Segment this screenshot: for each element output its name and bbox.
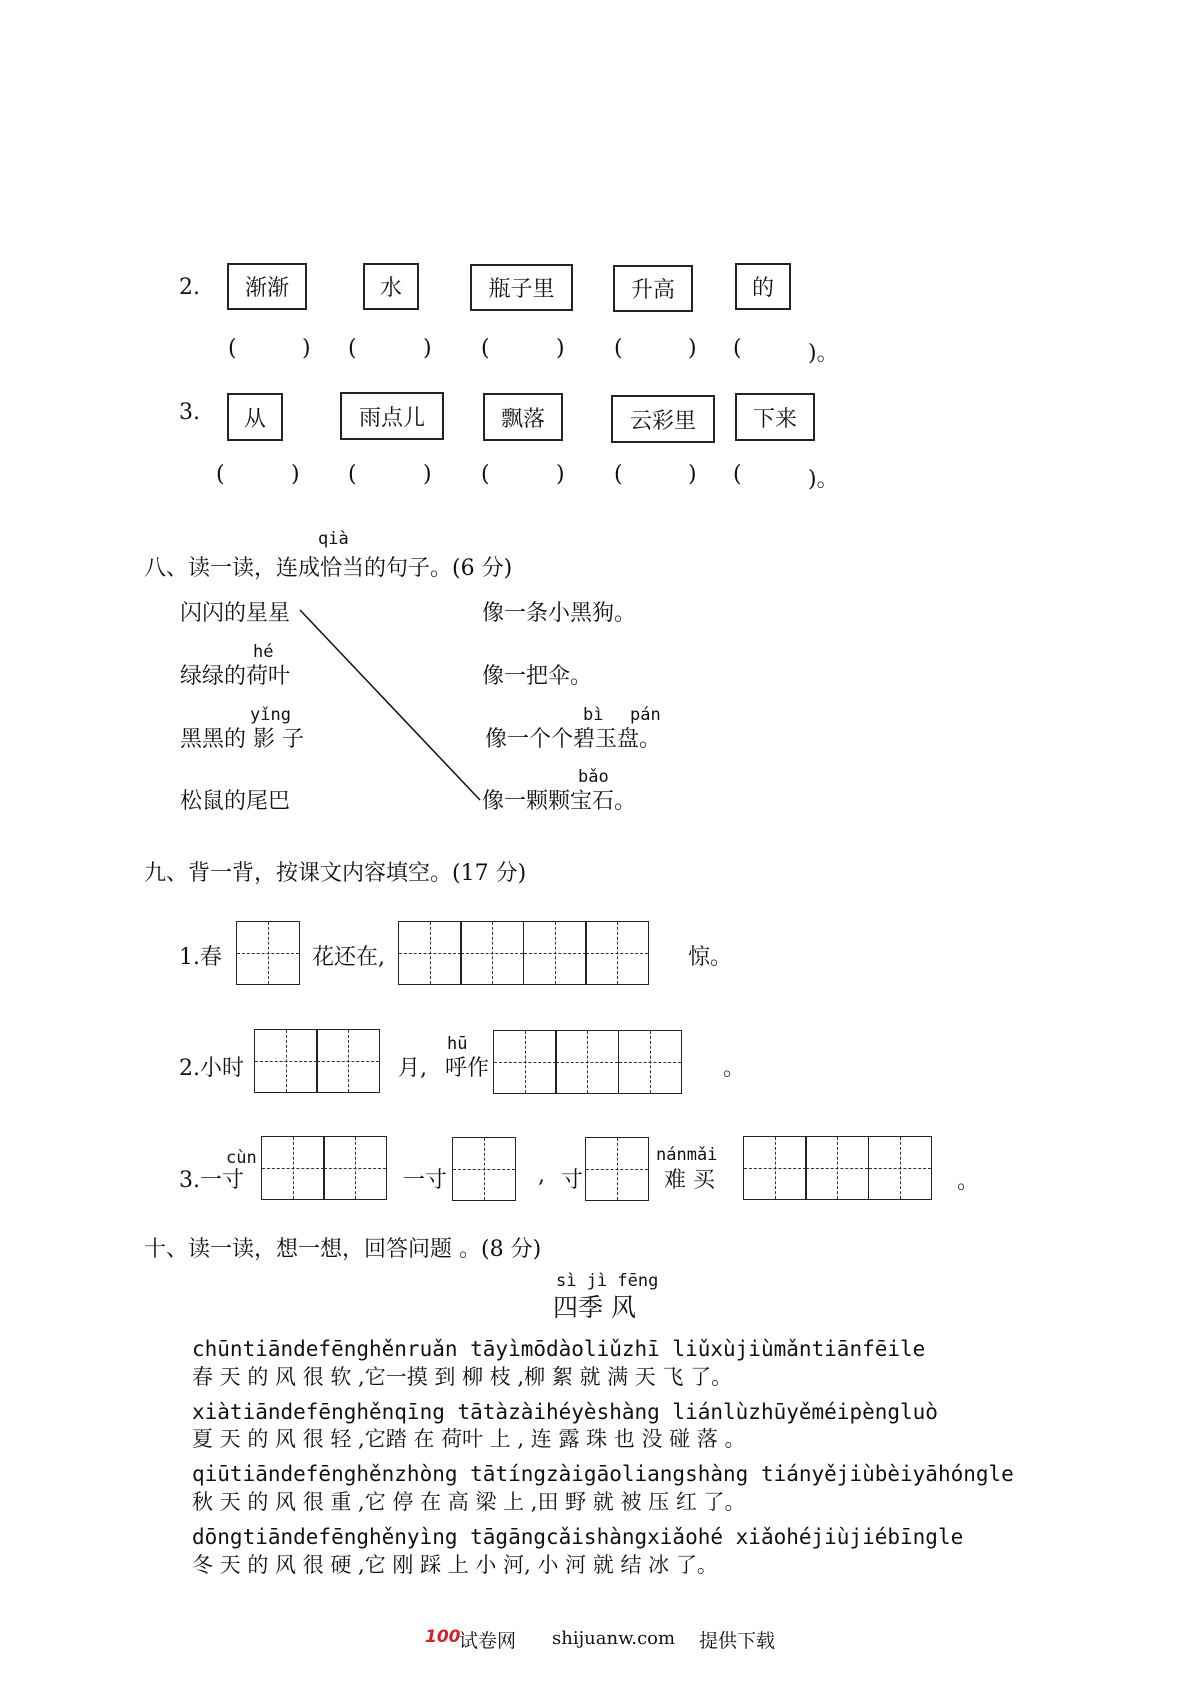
answer-paren[interactable]: ( [614,462,623,487]
word-box: 渐渐 [227,263,307,310]
poem-text-line: 冬 天 的 风 很 硬 ,它 刚 踩 上 小 河, 小 河 就 结 冰 了。 [192,1553,718,1577]
answer-paren[interactable]: ( [614,336,623,361]
match-right-item[interactable]: 像一颗颗宝石。 [482,789,637,814]
fill-text: 1.春 [179,945,222,970]
pinyin: sì jì fēng [556,1271,659,1291]
answer-paren: ) [302,336,311,361]
answer-paren[interactable]: ( [733,462,742,487]
answer-paren[interactable]: ( [348,336,357,361]
section-title: 九、背一背，按课文内容填空。(17 分) [144,861,527,886]
match-right-item[interactable]: 像一个个碧玉盘。 [485,727,662,752]
answer-paren[interactable]: ( [481,336,490,361]
word-box: 升高 [613,265,693,312]
char-grid[interactable] [493,1030,682,1094]
word-box: 下来 [735,393,815,441]
answer-paren: ) [423,462,432,487]
answer-paren[interactable]: ( [348,462,357,487]
answer-paren: ) [291,462,300,487]
fill-text: 一寸 [403,1168,448,1193]
pinyin: bǎo [578,767,609,787]
pinyin: hé [253,642,274,662]
fill-text: 惊。 [688,945,733,970]
answer-paren: ) [556,336,565,361]
fill-text: 花还在, [312,945,385,970]
answer-paren: )。 [808,341,839,366]
char-grid[interactable] [452,1137,516,1201]
poem-title: 四季 风 [553,1293,636,1322]
match-left-item[interactable]: 闪闪的星星 [180,601,291,626]
match-left-item[interactable]: 松鼠的尾巴 [180,789,291,814]
match-right-item[interactable]: 像一把伞。 [482,664,593,689]
site-logo-text: 试卷网 [459,1630,517,1652]
fill-text: 2.小时 [179,1056,244,1081]
fill-text: 难 买 [664,1168,715,1193]
char-grid[interactable] [261,1136,387,1200]
word-box: 从 [227,393,283,441]
answer-paren: ) [688,336,697,361]
pinyin: yǐng [250,705,291,725]
answer-paren[interactable]: ( [733,336,742,361]
site-url[interactable]: shijuanw.com [552,1628,676,1649]
word-box: 云彩里 [611,395,715,443]
poem-text-line: 夏 天 的 风 很 轻 ,它踏 在 荷叶 上 , 连 露 珠 也 没 碰 落 。 [192,1427,746,1451]
word-box: 飘落 [483,393,563,441]
section-title: 八、读一读，连成 qià 恰当的句子。(6 分) [144,529,513,581]
poem-text-line: 春 天 的 风 很 软 ,它一摸 到 柳 枝 ,柳 絮 就 满 天 飞 了。 [192,1365,733,1389]
site-logo: 100 [425,1627,461,1647]
fill-text: , [538,1163,545,1188]
fill-text: 。 [723,1056,746,1081]
char-grid[interactable] [236,921,300,985]
pinyin: bì [583,705,604,725]
word-box: 雨点儿 [340,392,444,440]
poem-pinyin-line: xiàtiāndefēnghěnqīng tātàzàihéyèshàng liánlùzhūyěméipèngluò [192,1400,938,1424]
answer-paren[interactable]: ( [228,336,237,361]
answer-paren[interactable]: ( [481,462,490,487]
match-right-item[interactable]: 像一条小黑狗。 [482,601,637,626]
item-number: 3. [179,400,200,425]
char-grid[interactable] [398,921,649,985]
char-grid[interactable] [743,1136,932,1200]
char-grid[interactable] [254,1029,380,1093]
answer-paren[interactable]: ( [216,462,225,487]
word-box: 水 [363,263,419,310]
pinyin: pán [630,705,661,725]
answer-paren: ) [423,336,432,361]
fill-text: 寸 [561,1168,584,1193]
answer-paren: ) [688,462,697,487]
section-title: 十、读一读，想一想，回答问题 。(8 分) [144,1237,542,1262]
answer-paren: ) [556,462,565,487]
answer-paren: )。 [808,467,839,492]
provide-download: 提供下载 [699,1630,776,1652]
match-left-item[interactable]: 黑黑的 影 子 [180,727,304,752]
match-left-item[interactable]: 绿绿的荷叶 [180,664,291,689]
poem-text-line: 秋 天 的 风 很 重 ,它 停 在 高 梁 上 ,田 野 就 被 压 红 了。 [192,1490,746,1514]
fill-text: 呼作 [445,1056,490,1081]
pinyin: qià [318,529,349,549]
fill-text: 。 [957,1169,980,1194]
fill-text: 3.一寸 [179,1168,244,1193]
fill-text: 月, [398,1056,427,1081]
item-number: 2. [179,275,200,300]
char-grid[interactable] [585,1137,649,1201]
word-box: 的 [735,263,791,310]
poem-pinyin-line: dōngtiāndefēnghěnyìng tāgāngcǎishàngxiǎohé xiǎohéjiùjiébīngle [192,1525,964,1549]
poem-pinyin-line: qiūtiāndefēnghěnzhòng tātíngzàigāoliangshàng tiányějiùbèiyāhóngle [192,1462,1014,1486]
word-box: 瓶子里 [470,264,573,311]
poem-pinyin-line: chūntiāndefēnghěnruǎn tāyìmōdàoliǔzhī liǔxùjiùmǎntiānfēile [192,1337,926,1361]
pinyin: nánmǎi [656,1145,718,1165]
pinyin: hū [447,1034,468,1054]
pinyin: cùn [226,1148,257,1168]
